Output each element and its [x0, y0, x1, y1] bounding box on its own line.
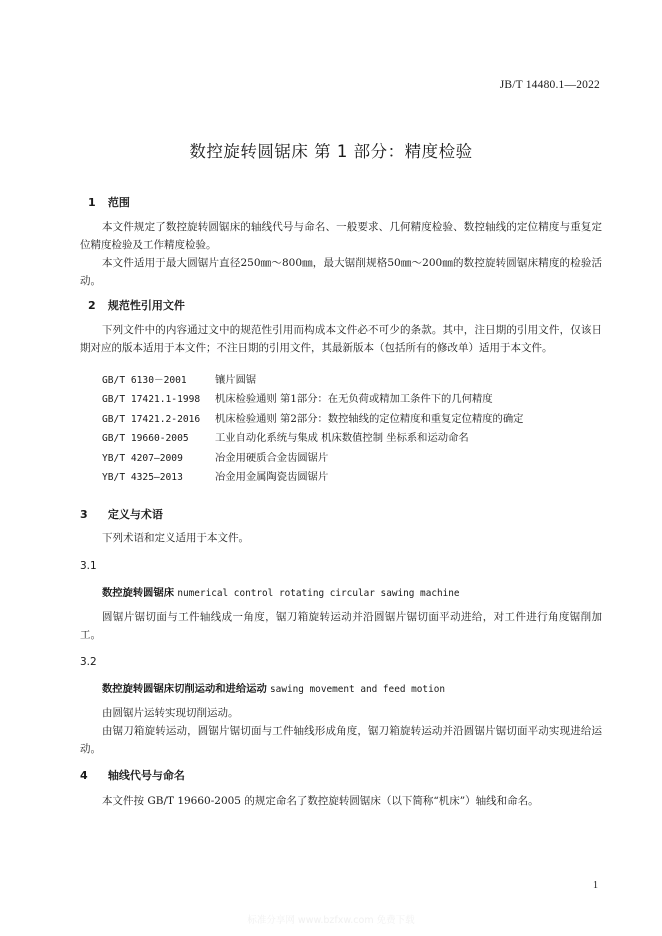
section-2-heading	[88, 297, 185, 313]
term-3-1-number: 3.1	[80, 560, 97, 572]
reference-item	[102, 429, 523, 448]
term-3-2-definition-line-2: 由锯刀箱旋转运动，圆锯片锯切面与工件轴线形成角度，锯刀箱旋转运动并沿圆锯片锯切面平动实现进给运动。	[80, 725, 602, 755]
reference-item	[102, 390, 523, 409]
document-title: 数控旋转圆锯床 第 1 部分：精度检验	[189, 142, 473, 161]
reference-code: GB/T 19660-2005	[102, 433, 189, 445]
section-1-heading	[88, 194, 130, 210]
reference-title: 冶金用硬质合金齿圆锯片	[215, 451, 329, 464]
term-3-2-definition-line-1: 由圆锯片运转实现切削运动。	[102, 707, 239, 719]
reference-title: 镶片圆锯	[215, 374, 257, 386]
section-1-number: 1	[88, 196, 96, 209]
term-3-1-en: numerical control rotating circular sawing machine	[177, 588, 460, 599]
reference-title: 机床检验通则 第1部分：在无负荷或精加工条件下的几何精度	[215, 393, 493, 406]
axis-naming-paragraph: 本文件按 GB/T 19660-2005 的规定命名了数控旋转圆锯床（以下简称“机床”）轴线和命名。	[102, 795, 539, 807]
term-3-1-definition: 圆锯片锯切面与工件轴线成一角度，锯刀箱旋转运动并沿圆锯片锯切面平动进给，对工件进行角度锯削加工。	[80, 611, 602, 641]
reference-title: 工业自动化系统与集成 机床数值控制 坐标系和运动命名	[215, 432, 469, 445]
section-2-title: 规范性引用文件	[107, 299, 185, 312]
term-3-1-zh: 数控旋转圆锯床	[102, 587, 175, 599]
scope-paragraph-2: 本文件适用于最大圆锯片直径250㎜～800㎜，最大锯削规格50㎜～200㎜的数控旋转圆锯床精度的检验活动。	[80, 257, 602, 287]
section-3-title: 定义与术语	[107, 508, 163, 521]
term-3-2-en: sawing movement and feed motion	[270, 684, 446, 695]
page-number: 1	[593, 880, 598, 891]
reference-code: GB/T 17421.2-2016	[102, 413, 201, 425]
section-3-number: 3	[80, 508, 88, 521]
section-4-heading	[80, 767, 185, 783]
term-3-2	[102, 680, 445, 695]
section-4-title: 轴线代号与命名	[107, 769, 185, 782]
reference-code: GB/T 17421.1-1998	[102, 394, 201, 406]
section-1-title: 范围	[107, 196, 130, 209]
reference-code: GB/T 6130－2001	[102, 375, 187, 386]
section-2-number: 2	[88, 299, 96, 312]
reference-item	[102, 468, 523, 487]
scope-paragraph-1: 本文件规定了数控旋转圆锯床的轴线代号与命名、一般要求、几何精度检验、数控轴线的定位精度与重复定位精度检验及工作精度检验。	[80, 221, 602, 251]
footer-watermark: 标准分享网 www.bzfxw.com 免费下载	[247, 915, 415, 926]
definitions-intro: 下列术语和定义适用于本文件。	[102, 532, 249, 544]
reference-title: 机床检验通则 第2部分：数控轴线的定位精度和重复定位精度的确定	[215, 412, 524, 425]
section-4-number: 4	[80, 769, 88, 782]
standard-number: JB/T 14480.1—2022	[499, 79, 600, 91]
term-3-2-zh: 数控旋转圆锯床切削运动和进给运动	[102, 683, 267, 695]
reference-list	[102, 371, 523, 487]
reference-item	[102, 449, 523, 468]
reference-title: 冶金用金属陶瓷齿圆锯片	[215, 471, 329, 484]
normative-refs-intro: 下列文件中的内容通过文中的规范性引用而构成本文件必不可少的条款。其中，注日期的引用文件，仅该日期对应的版本适用于本文件；不注日期的引用文件，其最新版本（包括所有的修改单）适用于本文件。	[80, 324, 602, 354]
reference-item	[102, 371, 523, 390]
term-3-2-number: 3.2	[80, 656, 97, 668]
reference-code: YB/T 4207—2009	[102, 452, 183, 464]
reference-item	[102, 410, 523, 429]
section-3-heading	[80, 506, 163, 522]
term-3-1	[102, 584, 460, 599]
reference-code: YB/T 4325—2013	[102, 472, 183, 484]
